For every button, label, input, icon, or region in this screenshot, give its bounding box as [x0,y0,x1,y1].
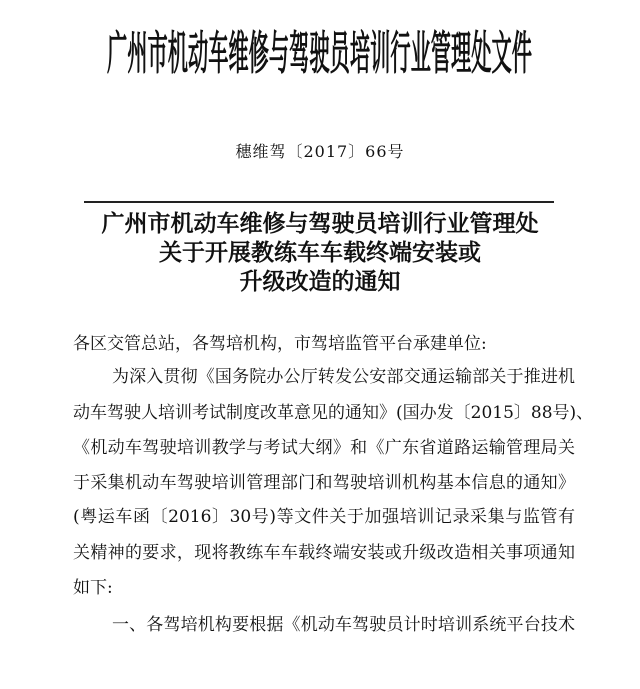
notice-title-line-2: 关于开展教练车车载终端安装或 [159,240,481,266]
body-line: 关精神的要求，现将教练车车载终端安装或升级改造相关事项通知 [73,543,575,563]
issuer-header [107,24,532,78]
body-line: 动车驾驶人培训考试制度改革意见的通知》(国办发〔2015〕88号)、 [73,403,594,423]
notice-title-line-3: 升级改造的通知 [239,269,401,295]
document-number: 穗维驾〔2017〕66号 [235,142,405,161]
header-divider [84,201,554,203]
issuer-header-graphic [107,24,532,78]
body-line: 如下: [73,578,113,598]
body-line: 为深入贯彻《国务院办公厅转发公安部交通运输部关于推进机 [112,367,575,387]
body-line: 《机动车驾驶培训教学与考试大纲》和《广东省道路运输管理局关 [73,438,575,458]
body-line: (粤运车函〔2016〕30号)等文件关于加强培训记录采集与监管有 [73,507,575,527]
issuer-header-text: 广州市机动车维修与驾驶员培训行业管理处文件 [107,26,532,78]
section-one-line: 一、各驾培机构要根据《机动车驾驶员计时培训系统平台技术 [112,615,575,635]
notice-title-line-1: 广州市机动车维修与驾驶员培训行业管理处 [101,211,539,237]
addressee-line: 各区交管总站，各驾培机构，市驾培监管平台承建单位: [73,334,487,354]
body-line: 于采集机动车驾驶培训管理部门和驾驶培训机构基本信息的通知》 [73,473,575,493]
